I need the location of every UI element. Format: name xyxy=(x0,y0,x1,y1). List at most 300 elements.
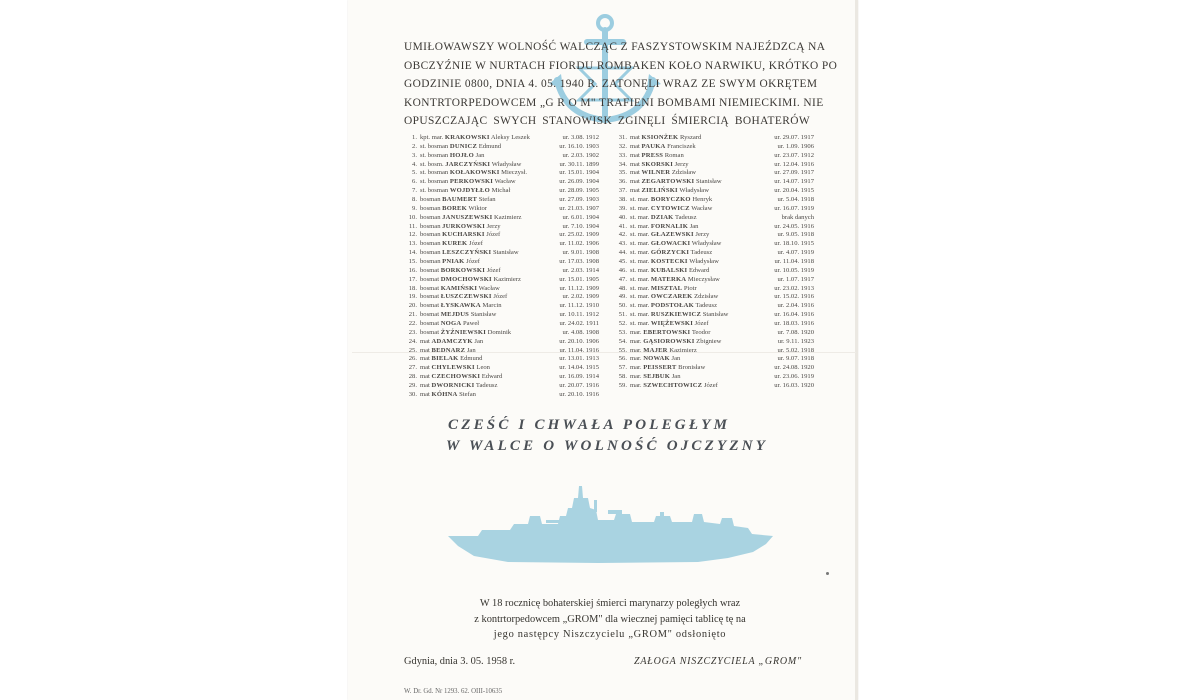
entry-given-name: Jerzy xyxy=(674,160,689,168)
entry-number: 23. xyxy=(408,328,417,336)
entry-given-name: Marcin xyxy=(482,302,502,310)
entry-given-name: Jan xyxy=(671,373,681,381)
crew-entry xyxy=(614,267,814,276)
entry-rank: st. mar. xyxy=(630,266,650,274)
entry-surname: BAUMERT xyxy=(442,196,478,204)
entry-surname: BORYCZKO xyxy=(650,196,691,204)
entry-surname: MISZTAL xyxy=(650,284,683,292)
entry-given-name: Zdzisław xyxy=(671,169,697,177)
entry-given-name: Józef xyxy=(486,266,501,274)
crew-entry xyxy=(404,187,599,196)
entry-number: 7. xyxy=(412,187,417,195)
entry-number: 52. xyxy=(618,320,627,328)
entry-number: 53. xyxy=(618,328,627,336)
entry-birth-date: ur. 4.08. 1908 xyxy=(562,328,599,336)
crew-entry xyxy=(404,293,599,302)
entry-given-name: Piotr xyxy=(683,284,697,292)
entry-given-name: Tadeusz xyxy=(695,302,718,310)
entry-rank: mar. xyxy=(630,346,642,354)
entry-birth-date: ur. 10.05. 1919 xyxy=(774,266,814,274)
entry-birth-date: ur. 2.04. 1916 xyxy=(777,302,814,310)
entry-rank: bosman xyxy=(420,231,441,239)
entry-given-name: Tadeusz xyxy=(475,382,498,390)
entry-birth-date: ur. 11.04. 1918 xyxy=(774,258,814,266)
crew-entry xyxy=(614,329,814,338)
entry-surname: KÓHNA xyxy=(431,390,458,398)
crew-entry xyxy=(614,178,814,187)
print-info: W. Dr. Gd. Nr 1293. 62. OIII-10635 xyxy=(404,688,503,695)
entry-surname: ZEGARTOWSKI xyxy=(641,178,695,186)
crew-entry xyxy=(404,285,599,294)
entry-birth-date: ur. 27.09. 1903 xyxy=(559,196,599,204)
entry-birth-date: ur. 1.09. 1906 xyxy=(777,142,814,150)
entry-surname: PODSTOŁAK xyxy=(650,302,694,310)
entry-number: 49. xyxy=(618,293,627,301)
entry-surname: OWCZAREK xyxy=(650,293,693,301)
entry-surname: MATERKA xyxy=(650,275,687,283)
crew-entry xyxy=(614,355,814,364)
entry-birth-date: ur. 11.04. 1916 xyxy=(559,346,599,354)
entry-surname: BORKOWSKI xyxy=(440,266,486,274)
entry-surname: WOJDYŁŁO xyxy=(449,187,490,195)
entry-surname: BOREK xyxy=(442,204,467,212)
entry-birth-date: ur. 15.01. 1905 xyxy=(559,275,599,283)
entry-number: 45. xyxy=(618,258,627,266)
crew-entry xyxy=(614,285,814,294)
crew-entry xyxy=(404,178,599,187)
crew-entry xyxy=(404,267,599,276)
crew-entry xyxy=(404,161,599,170)
crew-entry xyxy=(404,214,599,223)
entry-given-name: Paweł xyxy=(462,320,480,328)
crew-entry xyxy=(614,347,814,356)
entry-given-name: Stefan xyxy=(478,196,496,204)
entry-rank: mar. xyxy=(630,328,642,336)
entry-number: 32. xyxy=(618,142,627,150)
entry-birth-date: ur. 20.04. 1915 xyxy=(774,187,814,195)
entry-given-name: Michał xyxy=(491,187,511,195)
entry-number: 51. xyxy=(618,311,627,319)
paper-speck xyxy=(826,572,829,575)
crew-entry xyxy=(614,338,814,347)
entry-surname: PEISSERT xyxy=(643,364,677,372)
entry-birth-date: ur. 28.09. 1905 xyxy=(559,187,599,195)
crew-entry xyxy=(404,329,599,338)
motto-line: CZEŚĆ I CHWAŁA POLEGŁYM xyxy=(448,417,731,433)
entry-rank: mat xyxy=(420,346,430,354)
crew-entry xyxy=(404,143,599,152)
entry-surname: MAJER xyxy=(643,346,668,354)
entry-number: 19. xyxy=(408,293,417,301)
entry-rank: st. mar. xyxy=(630,302,650,310)
entry-surname: HOJŁO xyxy=(449,151,474,159)
paper-fold-right xyxy=(855,0,858,700)
entry-birth-date: ur. 9.07. 1918 xyxy=(777,355,814,363)
entry-rank: mat xyxy=(420,364,430,372)
crew-entry xyxy=(404,347,599,356)
entry-rank: mar. xyxy=(630,355,642,363)
entry-rank: mar. xyxy=(630,382,642,390)
entry-surname: LESZCZYŃSKI xyxy=(442,249,492,257)
entry-birth-date: ur. 24.08. 1920 xyxy=(774,364,814,372)
entry-birth-date: ur. 16.10. 1903 xyxy=(559,142,599,150)
entry-birth-date: ur. 23.06. 1919 xyxy=(774,373,814,381)
crew-entry xyxy=(614,169,814,178)
entry-rank: mat xyxy=(420,337,430,345)
entry-given-name: Edmund xyxy=(478,142,502,150)
entry-given-name: Ryszard xyxy=(679,134,702,141)
crew-entry xyxy=(614,293,814,302)
entry-rank: bosman xyxy=(420,240,441,248)
entry-rank: st. bosm. xyxy=(420,160,444,168)
entry-given-name: Jerzy xyxy=(486,222,501,230)
entry-surname: ŻYŹNIEWSKI xyxy=(440,328,486,336)
entry-number: 54. xyxy=(618,337,627,345)
crew-signature: ZAŁOGA NISZCZYCIELA „GROM" xyxy=(634,656,802,667)
entry-rank: st. mar. xyxy=(630,204,650,212)
entry-given-name: Jerzy xyxy=(695,231,710,239)
entry-surname: PRESS xyxy=(641,151,664,159)
crew-entry xyxy=(404,258,599,267)
entry-number: 47. xyxy=(618,275,627,283)
entry-rank: st. mar. xyxy=(630,311,650,319)
entry-rank: mar. xyxy=(630,373,642,381)
entry-number: 30. xyxy=(408,390,417,398)
entry-birth-date: ur. 16.07. 1919 xyxy=(774,204,814,212)
entry-given-name: Mieczysł. xyxy=(501,169,527,177)
entry-birth-date: ur. 1.07. 1917 xyxy=(777,275,814,283)
crew-entry xyxy=(614,364,814,373)
entry-birth-date: ur. 11.02. 1906 xyxy=(559,240,599,248)
entry-rank: st. mar. xyxy=(630,320,650,328)
crew-entry xyxy=(404,373,599,382)
dedication-line: W 18 rocznicę bohaterskiej śmierci marynarzy poległych wraz xyxy=(479,598,741,609)
entry-surname: DMOCHOWSKI xyxy=(440,275,492,283)
entry-given-name: Wacław xyxy=(691,204,713,212)
entry-surname: PERKOWSKI xyxy=(449,178,494,186)
entry-birth-date: ur. 23.02. 1913 xyxy=(774,284,814,292)
entry-number: 9. xyxy=(412,204,417,212)
entry-birth-date: ur. 16.03. 1920 xyxy=(774,382,814,390)
entry-rank: st. mar. xyxy=(630,196,650,204)
entry-surname: NOWAK xyxy=(643,355,670,363)
entry-number: 11. xyxy=(409,222,417,230)
entry-number: 25. xyxy=(408,346,417,354)
entry-surname: CYTOWICZ xyxy=(650,204,690,212)
entry-birth-date: ur. 24.02. 1911 xyxy=(559,320,599,328)
place-date: Gdynia, dnia 3. 05. 1958 r. xyxy=(404,656,516,667)
crew-entry xyxy=(614,276,814,285)
crew-entry xyxy=(614,196,814,205)
entry-birth-date: ur. 16.09. 1914 xyxy=(559,373,599,381)
entry-given-name: Jan xyxy=(475,151,485,159)
memorial-motto xyxy=(446,415,768,457)
entry-surname: DUNICZ xyxy=(449,142,478,150)
entry-rank: bosmat xyxy=(420,328,440,336)
entry-given-name: Józef xyxy=(694,320,709,328)
entry-rank: mar. xyxy=(630,364,642,372)
entry-birth-date: ur. 29.07. 1917 xyxy=(774,134,814,141)
destroyer-silhouette-icon xyxy=(448,486,773,564)
entry-birth-date: ur. 24.05. 1916 xyxy=(774,222,814,230)
entry-rank: bosmat xyxy=(420,320,440,328)
crew-entry xyxy=(614,373,814,382)
entry-given-name: Zdzisław xyxy=(694,293,719,301)
entry-surname: GŁOWACKI xyxy=(650,240,691,248)
entry-birth-date: ur. 5.04. 1918 xyxy=(777,196,814,204)
dedication-line: jego następcy Niszczycielu „GROM" odsłonięto xyxy=(493,629,727,640)
entry-given-name: Mieczysław xyxy=(687,275,720,283)
crew-list-column-left xyxy=(404,134,599,400)
entry-surname: PNIAK xyxy=(442,258,465,266)
entry-given-name: Tadeusz xyxy=(675,213,697,221)
entry-birth-date: ur. 20.07. 1916 xyxy=(559,382,599,390)
entry-surname: KOŁAKOWSKI xyxy=(449,169,500,177)
crew-entry xyxy=(614,187,814,196)
crew-entry xyxy=(404,196,599,205)
crew-entry xyxy=(614,258,814,267)
entry-number: 1. xyxy=(412,134,417,141)
entry-number: 33. xyxy=(618,151,627,159)
entry-given-name: Wiktor xyxy=(468,204,487,212)
entry-rank: st. mar. xyxy=(630,293,650,301)
entry-rank: st. mar. xyxy=(630,213,650,221)
inscription-line: OBCZYŹNIE W NURTACH FIORDU ROMBAKEN KOŁO NARWIKU, KRÓTKO PO xyxy=(404,59,838,72)
crew-entry xyxy=(614,205,814,214)
entry-given-name: Władysław xyxy=(691,240,722,248)
entry-rank: mat xyxy=(630,151,640,159)
entry-birth-date: ur. 2.03. 1902 xyxy=(562,151,599,159)
entry-birth-date: ur. 3.08. 1912 xyxy=(562,134,599,141)
crew-entry xyxy=(404,223,599,232)
entry-given-name: Jan xyxy=(466,346,476,354)
entry-birth-date: ur. 9.01. 1908 xyxy=(562,249,599,257)
crew-entry xyxy=(614,152,814,161)
entry-birth-date: ur. 14.04. 1915 xyxy=(559,364,599,372)
crew-entry xyxy=(404,311,599,320)
entry-surname: NOGA xyxy=(440,320,462,328)
entry-given-name: Józef xyxy=(493,293,508,301)
crew-entry xyxy=(404,391,599,400)
entry-rank: bosman xyxy=(420,196,441,204)
entry-number: 44. xyxy=(618,249,627,257)
entry-given-name: Kazimierz xyxy=(494,213,522,221)
entry-birth-date: ur. 27.09. 1917 xyxy=(774,169,814,177)
entry-number: 20. xyxy=(408,302,417,310)
entry-given-name: Jan xyxy=(474,337,484,345)
entry-rank: mat xyxy=(420,382,430,390)
entry-birth-date: ur. 7.08. 1920 xyxy=(777,328,814,336)
entry-surname: GÓRZYCKI xyxy=(650,249,690,257)
dedication-line: z kontrtorpedowcem „GROM" dla wiecznej pamięci tablicę tę na xyxy=(474,613,746,625)
entry-surname: BEDNARZ xyxy=(431,346,466,354)
crew-entry xyxy=(404,205,599,214)
entry-surname: JURKOWSKI xyxy=(442,222,486,230)
entry-given-name: Zbigniew xyxy=(696,337,722,345)
entry-surname: DWORNICKI xyxy=(431,382,475,390)
entry-surname: KOSTECKI xyxy=(650,258,688,266)
entry-rank: st. bosman xyxy=(420,142,449,150)
entry-number: 12. xyxy=(408,231,417,239)
entry-given-name: Władysław xyxy=(679,187,709,195)
entry-surname: SKORSKI xyxy=(641,160,673,168)
entry-rank: st. mar. xyxy=(630,240,650,248)
entry-given-name: Henryk xyxy=(692,196,713,204)
entry-surname: ZIELIŃSKI xyxy=(641,187,678,195)
entry-rank: bosman xyxy=(420,222,441,230)
entry-surname: JARCZYŃSKI xyxy=(445,160,491,168)
entry-birth-date: ur. 15.01. 1904 xyxy=(559,169,599,177)
entry-birth-date: ur. 5.02. 1918 xyxy=(777,346,814,354)
entry-given-name: Kazimierz xyxy=(493,275,521,283)
entry-birth-date: ur. 12.04. 1916 xyxy=(774,160,814,168)
entry-given-name: Teodor xyxy=(691,328,711,336)
entry-surname: CHYLEWSKI xyxy=(431,364,475,372)
entry-birth-date: ur. 26.09. 1904 xyxy=(559,178,599,186)
entry-birth-date: ur. 15.02. 1916 xyxy=(774,293,814,301)
dedication-text xyxy=(445,596,775,643)
entry-birth-date: ur. 30.11. 1899 xyxy=(559,160,599,168)
entry-rank: mat xyxy=(420,373,430,381)
entry-surname: RUSZKIEWICZ xyxy=(650,311,702,319)
crew-entry xyxy=(404,231,599,240)
entry-given-name: Edmund xyxy=(460,355,483,363)
entry-birth-date: ur. 10.11. 1912 xyxy=(559,311,599,319)
crew-entry xyxy=(614,240,814,249)
entry-number: 42. xyxy=(618,231,627,239)
entry-given-name: Edward xyxy=(688,266,710,274)
entry-number: 15. xyxy=(408,258,417,266)
entry-number: 48. xyxy=(618,284,627,292)
entry-rank: bosmat xyxy=(420,311,440,319)
entry-rank: st. mar. xyxy=(630,284,650,292)
entry-number: 59. xyxy=(618,382,627,390)
entry-rank: st. mar. xyxy=(630,249,650,257)
entry-birth-date: ur. 9.11. 1923 xyxy=(777,337,814,345)
entry-number: 50. xyxy=(618,302,627,310)
entry-rank: bosman xyxy=(420,204,441,212)
entry-number: 29. xyxy=(408,382,417,390)
entry-rank: st. mar. xyxy=(630,222,650,230)
entry-number: 4. xyxy=(412,160,417,168)
motto-line: W WALCE O WOLNOŚĆ OJCZYZNY xyxy=(446,438,769,454)
entry-birth-date: ur. 2.03. 1914 xyxy=(562,266,599,274)
entry-given-name: Kazimierz xyxy=(669,346,697,354)
inscription-line: UMIŁOWAWSZY WOLNOŚĆ WALCZĄC Z FASZYSTOWSKIM NAJEŹDZCĄ NA xyxy=(404,41,826,53)
entry-rank: mar. xyxy=(630,337,642,345)
entry-number: 17. xyxy=(408,275,417,283)
entry-surname: GŁAZEWSKI xyxy=(650,231,694,239)
crew-entry xyxy=(404,302,599,311)
entry-number: 26. xyxy=(408,355,417,363)
crew-entry xyxy=(404,355,599,364)
entry-given-name: Stefan xyxy=(459,390,476,398)
entry-surname: KUREK xyxy=(442,240,468,248)
entry-surname: ŁUSZCZEWSKI xyxy=(440,293,492,301)
crew-entry xyxy=(404,320,599,329)
entry-rank: st. mar. xyxy=(630,275,650,283)
entry-surname: EBERTOWSKI xyxy=(643,328,691,336)
entry-number: 22. xyxy=(408,320,417,328)
entry-rank: st. bosman xyxy=(420,151,449,159)
entry-given-name: Franciszek xyxy=(667,142,696,150)
entry-number: 8. xyxy=(412,196,417,204)
entry-surname: KUBALSKI xyxy=(650,266,688,274)
entry-number: 16. xyxy=(408,266,417,274)
entry-birth-date: ur. 7.10. 1904 xyxy=(562,222,599,230)
entry-given-name: Wacław xyxy=(478,284,500,292)
inscription-line: OPUSZCZAJĄC SWYCH STANOWISK ZGINĘLI ŚMIERCIĄ BOHATERÓW xyxy=(404,115,810,128)
entry-number: 55. xyxy=(618,346,627,354)
crew-entry xyxy=(404,276,599,285)
entry-given-name: Władysław xyxy=(491,160,522,168)
entry-birth-date: ur. 11.12. 1910 xyxy=(559,302,599,310)
crew-entry xyxy=(404,134,599,143)
entry-rank: bosman xyxy=(420,249,441,257)
entry-rank: st. bosman xyxy=(420,169,449,177)
crew-entry xyxy=(404,240,599,249)
crew-entry xyxy=(614,320,814,329)
entry-birth-date: ur. 14.07. 1917 xyxy=(774,178,814,186)
entry-number: 37. xyxy=(618,187,627,195)
entry-number: 2. xyxy=(412,142,417,150)
entry-number: 34. xyxy=(618,160,627,168)
entry-number: 56. xyxy=(618,355,627,363)
crew-entry xyxy=(614,231,814,240)
crew-entry xyxy=(614,214,814,223)
entry-birth-date: ur. 6.01. 1904 xyxy=(562,213,599,221)
entry-surname: WILNER xyxy=(641,169,671,177)
entry-rank: bosmat xyxy=(420,293,440,301)
entry-surname: SZWECHTOWICZ xyxy=(643,382,703,390)
entry-given-name: Józef xyxy=(703,382,718,390)
entry-surname: GĄSIOROWSKI xyxy=(643,337,695,345)
entry-rank: kpt. mar. xyxy=(420,134,444,141)
entry-number: 36. xyxy=(618,178,627,186)
entry-rank: bosmat xyxy=(420,302,440,310)
entry-rank: mat xyxy=(630,187,640,195)
entry-number: 6. xyxy=(412,178,417,186)
entry-rank: mat xyxy=(630,169,640,177)
entry-rank: mat xyxy=(420,390,430,398)
entry-rank: st. mar. xyxy=(630,258,650,266)
entry-number: 35. xyxy=(618,169,627,177)
entry-number: 5. xyxy=(412,169,417,177)
entry-given-name: Stanisław xyxy=(702,311,729,319)
entry-number: 58. xyxy=(618,373,627,381)
entry-number: 31. xyxy=(618,134,627,141)
entry-number: 3. xyxy=(412,151,417,159)
entry-surname: ADAMCZYK xyxy=(431,337,473,345)
entry-birth-date: ur. 25.02. 1909 xyxy=(559,231,599,239)
entry-surname: KRAKOWSKI xyxy=(444,134,490,141)
inscription-line: KONTRTORPEDOWCEM „G R O M" TRAFIENI BOMBAMI NIEMIECKIMI. NIE xyxy=(404,96,824,109)
entry-birth-date: brak danych xyxy=(781,213,814,221)
entry-birth-date: ur. 21.03. 1907 xyxy=(559,204,599,212)
entry-rank: mat xyxy=(630,142,640,150)
entry-number: 21. xyxy=(408,311,417,319)
crew-entry xyxy=(404,364,599,373)
entry-surname: KAMIŃSKI xyxy=(440,284,478,292)
crew-entry xyxy=(614,134,814,143)
entry-birth-date: ur. 20.10. 1916 xyxy=(559,390,599,398)
entry-birth-date: ur. 20.10. 1906 xyxy=(559,337,599,345)
entry-given-name: Leon xyxy=(476,364,490,372)
entry-given-name: Edward xyxy=(481,373,503,381)
entry-given-name: Tadeusz xyxy=(690,249,713,257)
crew-entry xyxy=(614,311,814,320)
entry-surname: KSIONŻEK xyxy=(641,134,679,141)
